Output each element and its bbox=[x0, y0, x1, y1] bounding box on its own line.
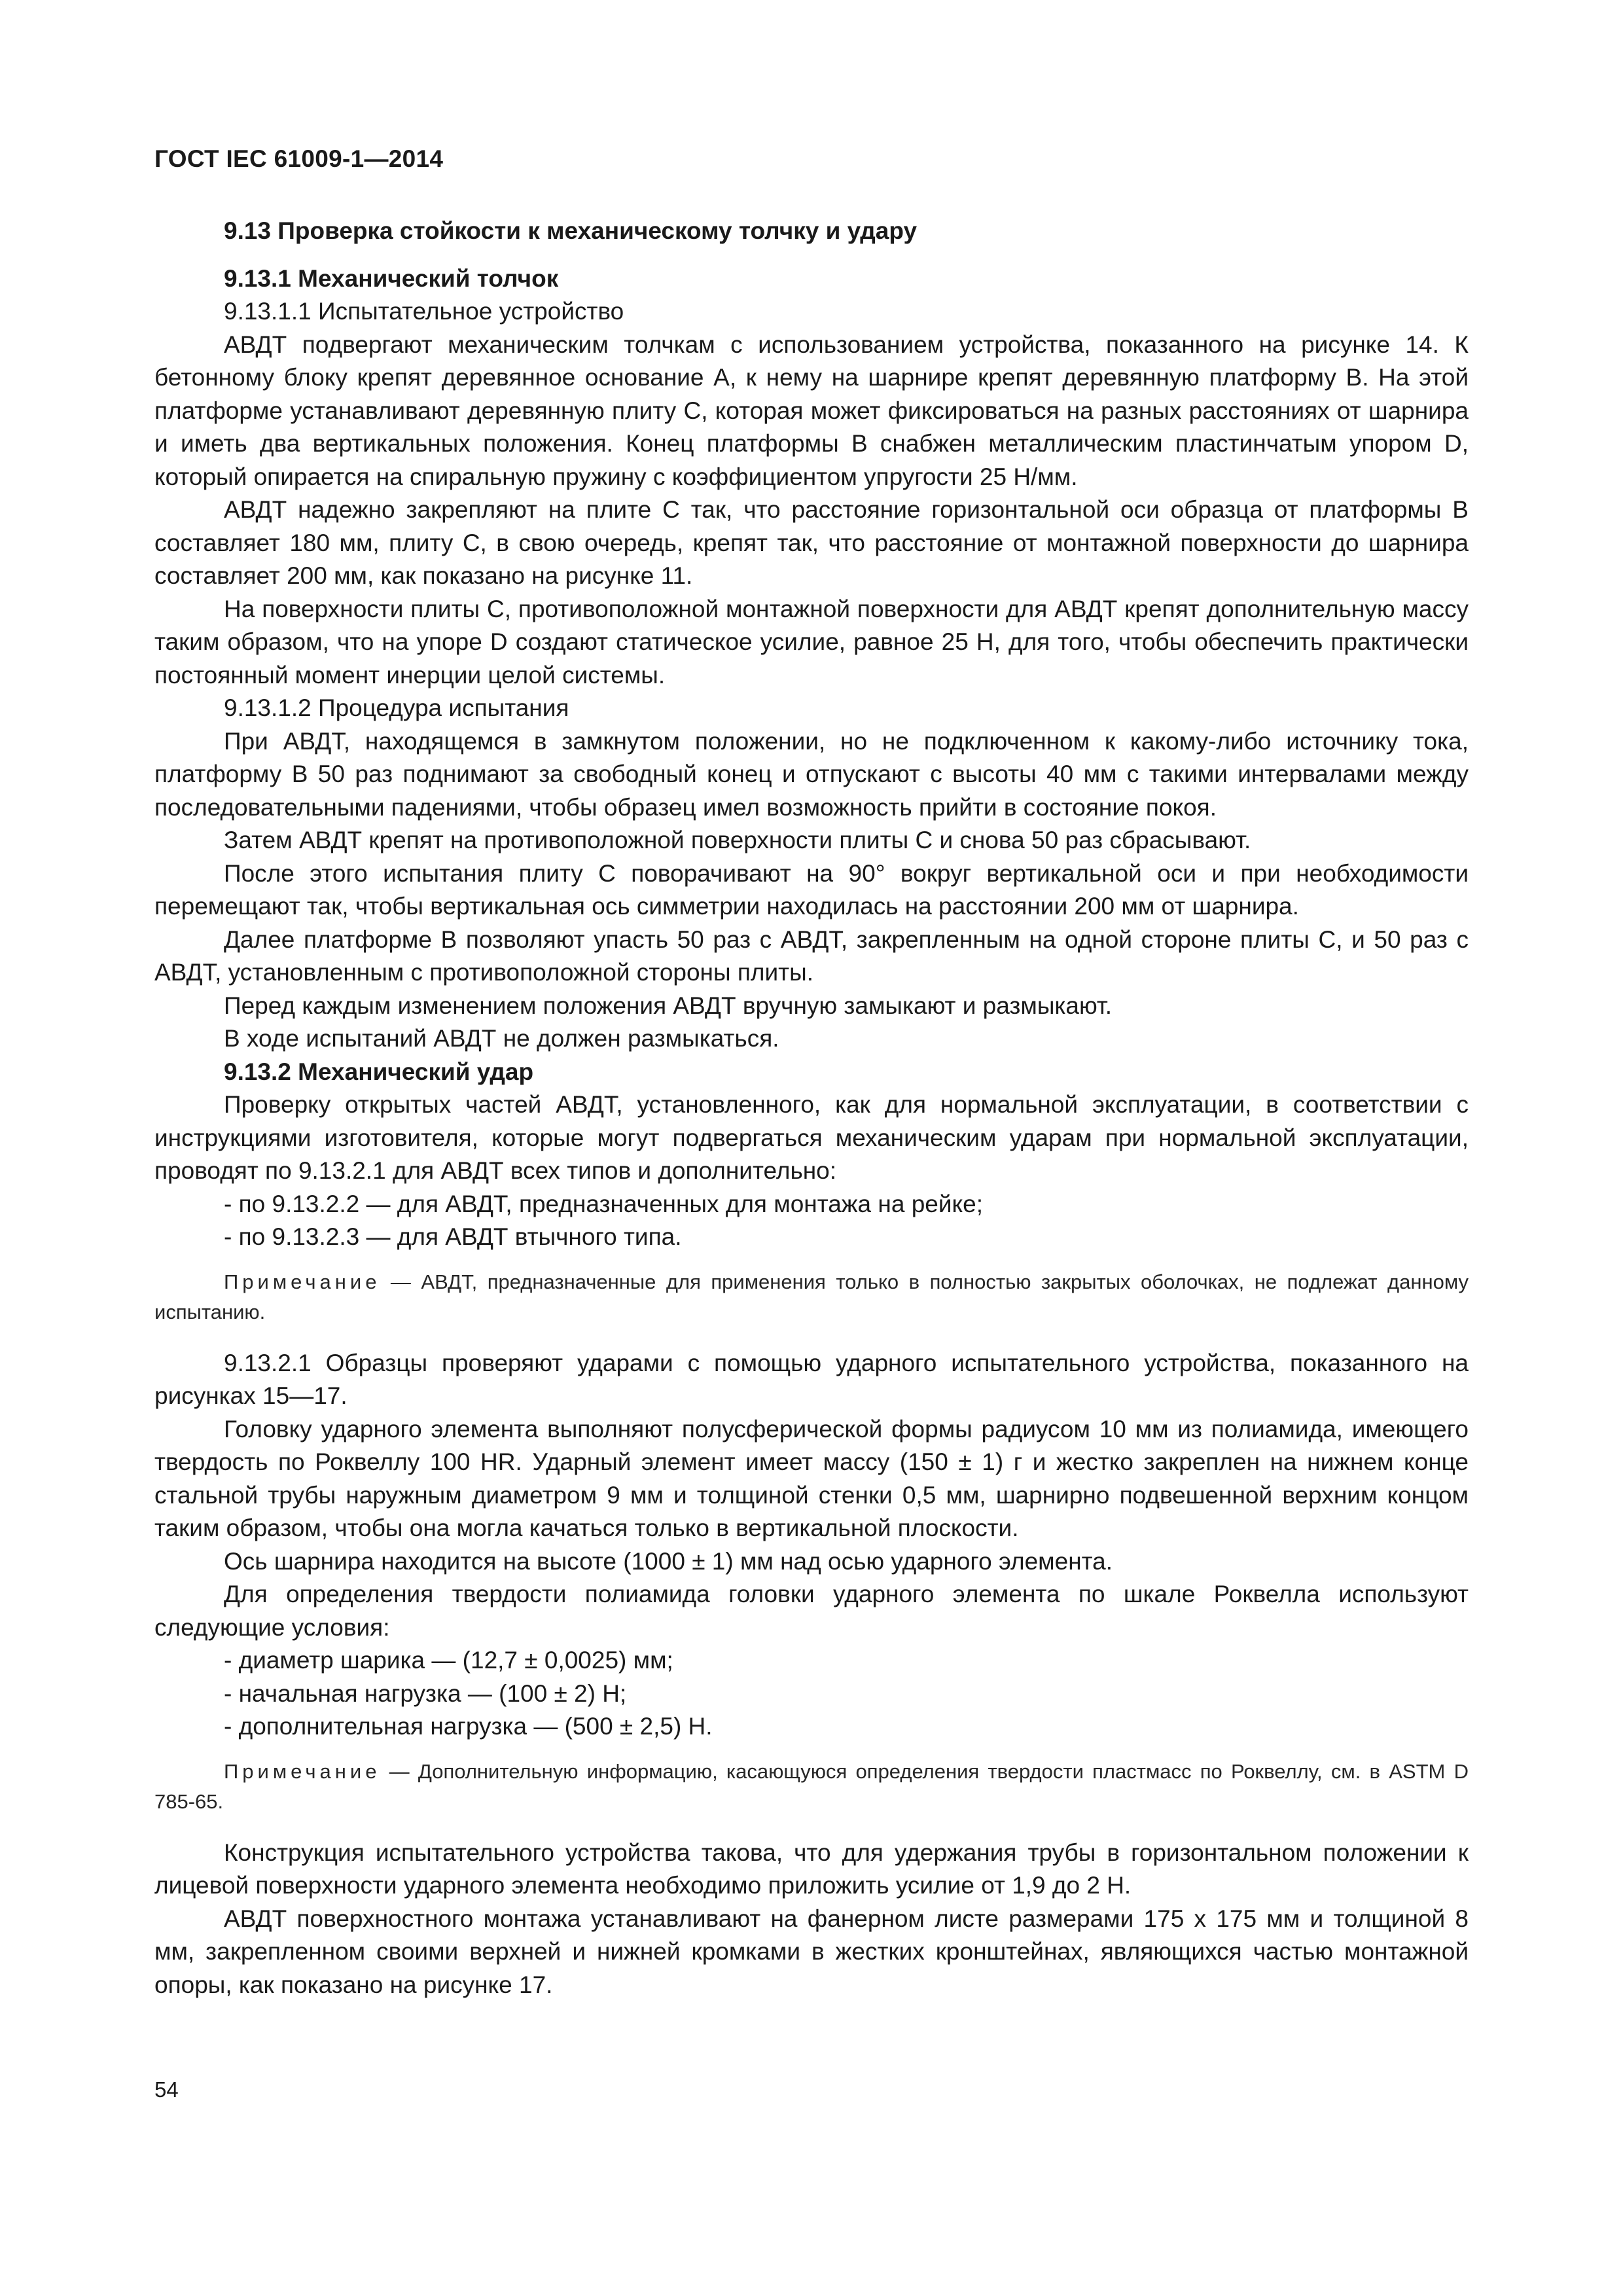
note-text: — Дополнительную информацию, касающуюся определения твердости пластмасс по Роквеллу, см. в ASTM D 785-65. bbox=[154, 1759, 1469, 1813]
paragraph: Ось шарнира находится на высоте (1000 ± 1) мм над осью ударного элемента. bbox=[224, 1547, 1113, 1575]
list-item: - по 9.13.2.3 — для АВДТ втычного типа. bbox=[224, 1223, 682, 1250]
paragraph: Головку ударного элемента выполняют полусферической формы радиусом 10 мм из полиамида, имеющего твердость по Роквеллу 100 HR. Ударный элемент имеет массу (150 ± 1) г и жестко закреплен на нижнем конце стальной трубы наружным диаметром 9 мм и толщиной стенки 0,5 мм, шарнирно подвешенной верхним концом таким образом, чтобы она могла качаться только в вертикальной плоскости. bbox=[154, 1415, 1469, 1541]
paragraph: В ходе испытаний АВДТ не должен размыкаться. bbox=[224, 1025, 779, 1052]
paragraph: Перед каждым изменением положения АВДТ вручную замыкают и размыкают. bbox=[224, 992, 1113, 1019]
paragraph: АВДТ надежно закрепляют на плите C так, что расстояние горизонтальной оси образца от платформы B составляет 180 мм, плиту C, в свою очередь, крепят так, что расстояние от монтажной поверхности до шарнира составляет 200 мм, как показано на рисунке 11. bbox=[154, 496, 1469, 589]
paragraph: АВДТ поверхностного монтажа устанавливают на фанерном листе размерами 175 x 175 мм и толщиной 8 мм, закрепленном своими верхней и нижней кромками в жестких кронштейнах, являющихся частью монтажной опоры, как показано на рисунке 17. bbox=[154, 1905, 1469, 1998]
paragraph: При АВДТ, находящемся в замкнутом положении, но не подключенном к какому-либо источнику тока, платформу B 50 раз поднимают за свободный конец и отпускают с высоты 40 мм с такими интервалами между последовательными падениями, чтобы образец имел возможность прийти в состояние покоя. bbox=[154, 727, 1469, 821]
paragraph: Затем АВДТ крепят на противоположной поверхности плиты C и снова 50 раз сбрасывают. bbox=[224, 827, 1251, 853]
page-number: 54 bbox=[154, 2077, 179, 2102]
note-label: Примечание bbox=[224, 1270, 381, 1293]
list-item: - начальная нагрузка — (100 ± 2) Н; bbox=[224, 1679, 627, 1707]
note-label: Примечание bbox=[224, 1759, 381, 1783]
section-9-13-2-title: 9.13.2 Механический удар bbox=[224, 1058, 534, 1085]
document-body bbox=[154, 215, 1469, 2001]
note-1 bbox=[154, 1267, 1469, 1327]
list-item: - дополнительная нагрузка — (500 ± 2,5) Н. bbox=[224, 1713, 713, 1740]
paragraph: 9.13.2.1 Образцы проверяют ударами с помощью ударного испытательного устройства, показанного на рисунках 15—17. bbox=[154, 1349, 1469, 1409]
section-9-13-title: 9.13 Проверка стойкости к механическому толчку и удару bbox=[224, 217, 918, 244]
paragraph: Для определения твердости полиамида головки ударного элемента по шкале Роквелла используют следующие условия: bbox=[154, 1581, 1469, 1641]
subsection-9-13-1-2-title: 9.13.1.2 Процедура испытания bbox=[224, 694, 569, 721]
subsection-9-13-1-1-title: 9.13.1.1 Испытательное устройство bbox=[224, 298, 624, 325]
note-text: — АВДТ, предназначенные для применения только в полностью закрытых оболочках, не подлежат данному испытанию. bbox=[154, 1270, 1469, 1323]
paragraph: Далее платформе B позволяют упасть 50 раз с АВДТ, закрепленным на одной стороне плиты C, и 50 раз с АВДТ, установленным с противоположной стороны плиты. bbox=[154, 925, 1469, 986]
paragraph: На поверхности плиты C, противоположной монтажной поверхности для АВДТ крепят дополнительную массу таким образом, что на упоре D создают статическое усилие, равное 25 Н, для того, чтобы обеспечить практически постоянный момент инерции целой системы. bbox=[154, 595, 1469, 689]
list-item: - диаметр шарика — (12,7 ± 0,0025) мм; bbox=[224, 1647, 673, 1674]
list-item: - по 9.13.2.2 — для АВДТ, предназначенных для монтажа на рейке; bbox=[224, 1190, 983, 1217]
paragraph: Проверку открытых частей АВДТ, установленного, как для нормальной эксплуатации, в соответствии с инструкциями изготовителя, которые могут подвергаться механическим ударам при нормальной эксплуатации, проводят по 9.13.2.1 для АВДТ всех типов и дополнительно: bbox=[154, 1091, 1469, 1184]
paragraph: После этого испытания плиту C поворачивают на 90° вокруг вертикальной оси и при необходимости перемещают так, чтобы вертикальная ось симметрии находилась на расстоянии 200 мм от шарнира. bbox=[154, 859, 1469, 920]
paragraph: Конструкция испытательного устройства такова, что для удержания трубы в горизонтальном положении к лицевой поверхности ударного элемента необходимо приложить усилие от 1,9 до 2 Н. bbox=[154, 1839, 1469, 1899]
section-9-13-1-title: 9.13.1 Механический толчок bbox=[224, 264, 559, 292]
paragraph: АВДТ подвергают механическим толчкам с использованием устройства, показанного на рисунке 14. К бетонному блоку крепят деревянное основание A, к нему на шарнире крепят деревянную платформу B. На этой платформе устанавливают деревянную плиту C, которая может фиксироваться на разных расстояниях от шарнира и иметь два вертикальных положения. Конец платформы B снабжен металлическим пластинчатым упором D, который опирается на спиральную пружину с коэффициентом упругости 25 Н/мм. bbox=[154, 331, 1469, 490]
document-header: ГОСТ IEC 61009-1—2014 bbox=[154, 145, 444, 172]
note-2 bbox=[154, 1757, 1469, 1817]
